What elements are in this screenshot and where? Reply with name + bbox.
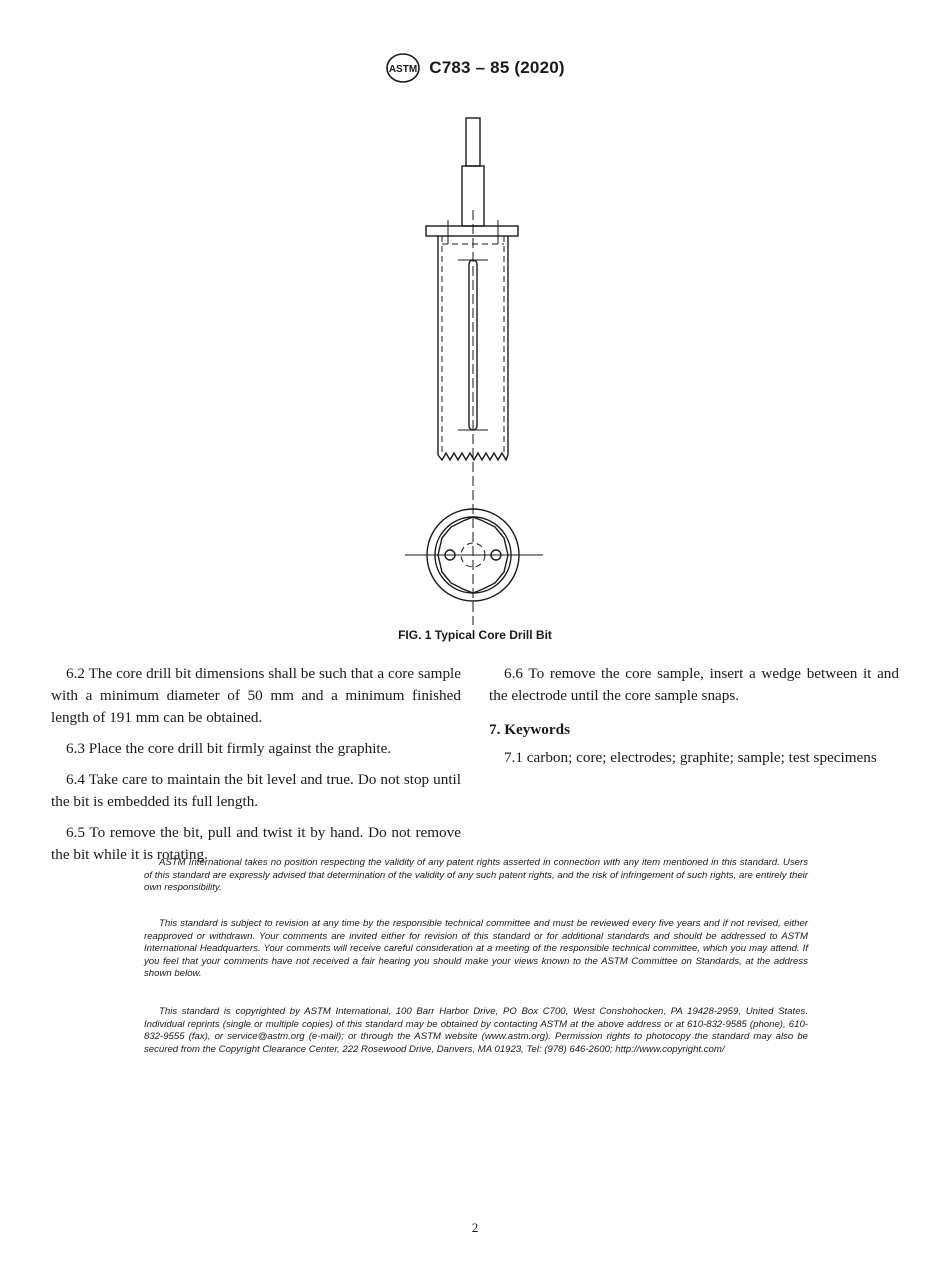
revision-notice: This standard is subject to revision at any time by the responsible technical committee and must be reviewed every five years and if not revised, either reapproved or withdrawn. Your comments are invited either for revision of this standard or for additional standards and should be addressed to ASTM International Headquarters. Your comments will receive careful consideration at a meeting of the responsible technical committee, which you may attend. If you feel that your comments have not received a fair hearing you should make your views known to the ASTM Committee on Standards, at the address shown below. [144,918,808,979]
patent-notice: ASTM International takes no position respecting the validity of any patent rights asserted in connection with any item mentioned in this standard. Users of this standard are expressly advised that determination of the validity of any such patent rights, and the risk of infringement of such rights, are entirely their own responsibility. [144,857,808,893]
figure-caption: FIG. 1 Typical Core Drill Bit [398,628,552,642]
page-number: 2 [471,1220,479,1235]
paragraph-7-1: 7.1 carbon; core; electrodes; graphite; sample; test specimens [504,749,877,766]
right-column [489,663,899,778]
flange [426,226,518,236]
core-drill-bit-drawing [380,110,570,625]
svg-text:ASTM: ASTM [389,64,418,75]
paragraph-6-3: 6.3 Place the core drill bit firmly against the graphite. [66,740,392,757]
paragraph-6-4: 6.4 Take care to maintain the bit level and true. Do not stop until the bit is embedded its full length. [51,771,461,810]
paragraph-6-2: 6.2 The core drill bit dimensions shall be such that a core sample with a minimum diameter of 50 mm and a minimum finished length of 191 mm can be obtained. [51,665,461,726]
shank-top [466,118,480,166]
document-designation: C783 – 85 (2020) [429,58,565,77]
paragraph-6-6: 6.6 To remove the core sample, insert a wedge between it and the electrode until the core sample snaps. [489,665,899,704]
astm-logo [385,52,421,84]
page-header [0,52,950,84]
paragraph-6-5: 6.5 To remove the bit, pull and twist it by hand. Do not remove the bit while it is rotating. [51,824,461,863]
copyright-notice: This standard is copyrighted by ASTM International, 100 Barr Harbor Drive, PO Box C700, West Conshohocken, PA 19428-2959, United States. Individual reprints (single or multiple copies) of this standard may be obtained by contacting ASTM at the above address or at 610-832-9585 (phone), 610-832-9555 (fax), or service@astm.org (e-mail); or through the ASTM website (www.astm.org). Permission rights to photocopy the standard may also be secured from the Copyright Clearance Center, 222 Rosewood Drive, Danvers, MA 01923, Tel: (978) 646-2600; http://www.copyright.com/ [144,1006,808,1055]
section-heading-keywords: 7. Keywords [489,721,570,738]
left-column [51,663,461,875]
